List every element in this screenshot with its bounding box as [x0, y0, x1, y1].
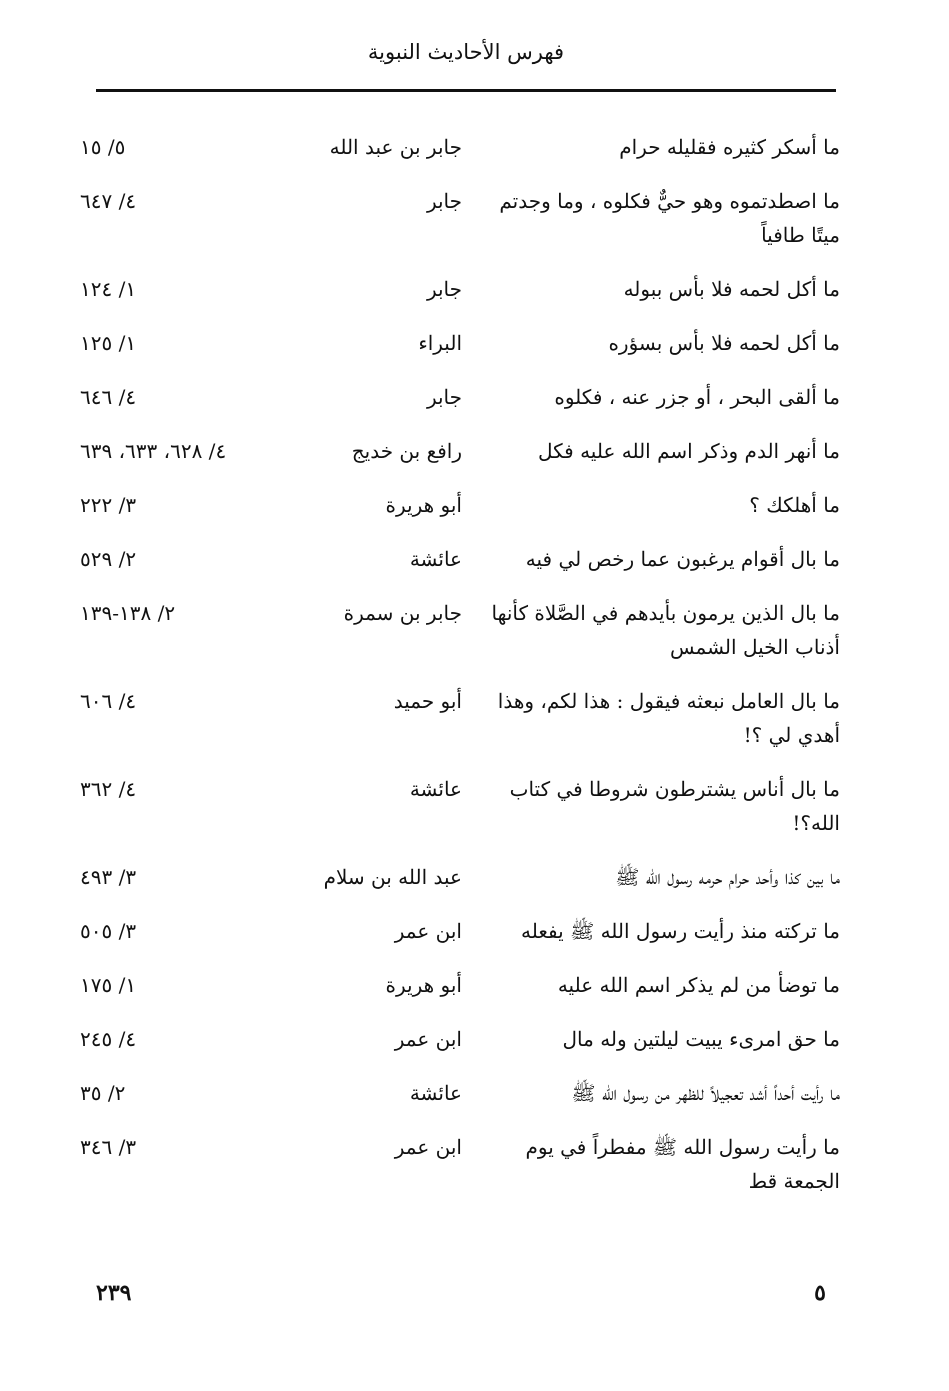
- narrator-name: البراء: [418, 331, 462, 355]
- hadith-text: ما اصطدتموه وهو حيٌّ فكلوه ، وما وجدتم ميتًا طافياً: [499, 189, 840, 247]
- volume-page-reference: [80, 860, 250, 894]
- reference-value: ٢/ ١٣٨-١٣٩: [80, 601, 176, 625]
- index-row: [80, 968, 840, 1002]
- volume-page-reference: [80, 968, 250, 1002]
- reference-value: ٤/ ٣٦٢: [80, 777, 137, 801]
- volume-page-reference: [80, 1022, 250, 1056]
- volume-page-reference: [80, 684, 250, 718]
- narrator-name: ابن عمر: [394, 1027, 462, 1051]
- reference-value: ٤/ ٦٤٦: [80, 385, 137, 409]
- narrator-name: جابر: [426, 385, 462, 409]
- narrator-name: عائشة: [409, 547, 462, 571]
- hadith-text: ما بال الذين يرمون بأيدهم في الصَّلاة كأنها أذناب الخيل الشمس: [491, 601, 840, 659]
- volume-page-reference: [80, 914, 250, 948]
- reference-value: ٤/ ٦٢٨، ٦٣٣، ٦٣٩: [80, 439, 227, 463]
- narrator-name: أبو هريرة: [385, 973, 462, 997]
- index-row: [80, 542, 840, 576]
- index-row: [80, 130, 840, 164]
- page-footer: [96, 1280, 836, 1320]
- index-row: [80, 272, 840, 306]
- hadith-text: ما أكل لحمه فلا بأس ببوله: [623, 277, 840, 301]
- reference-value: ٣/ ٢٢٢: [80, 493, 137, 517]
- index-row: [80, 684, 840, 752]
- index-row: [80, 1130, 840, 1198]
- reference-value: ٣/ ٥٠٥: [80, 919, 137, 943]
- narrator-name: أبو هريرة: [385, 493, 462, 517]
- index-row: [80, 860, 840, 894]
- header-divider: [96, 89, 836, 92]
- reference-value: ٣/ ٤٩٣: [80, 865, 137, 889]
- volume-page-reference: [80, 272, 250, 306]
- page-number: ٢٣٩: [96, 1280, 132, 1306]
- signature-mark: ٥: [814, 1280, 826, 1306]
- hadith-text: ما أهلكك ؟: [749, 493, 840, 517]
- hadith-text: ما رأيت أحداً أشد تعجيلاً للظهر من رسول الله ﷺ: [571, 1081, 840, 1105]
- index-row: [80, 1076, 840, 1110]
- reference-value: ٤/ ٦٤٧: [80, 189, 137, 213]
- narrator-name: جابر بن عبد الله: [329, 135, 462, 159]
- narrator-name: ابن عمر: [394, 1135, 462, 1159]
- hadith-text: ما أكل لحمه فلا بأس بسؤره: [608, 331, 840, 355]
- hadith-text: ما بال أقوام يرغبون عما رخص لي فيه: [525, 547, 840, 571]
- index-row: [80, 380, 840, 414]
- narrator-name: عبد الله بن سلام: [323, 865, 462, 889]
- reference-value: ١/ ١٧٥: [80, 973, 137, 997]
- hadith-text: ما ألقى البحر ، أو جزر عنه ، فكلوه: [554, 385, 840, 409]
- hadith-text: ما حق امرىء يبيت ليلتين وله مال: [562, 1027, 840, 1051]
- hadith-text: ما رأيت رسول الله ﷺ مفطراً في يوم الجمعة قط: [525, 1135, 840, 1193]
- hadith-text: ما بال أناس يشترطون شروطا في كتاب الله؟!: [509, 777, 840, 835]
- narrator-name: جابر بن سمرة: [343, 601, 462, 625]
- index-row: [80, 772, 840, 840]
- reference-value: ١/ ١٢٥: [80, 331, 137, 355]
- hadith-text: ما توضأ من لم يذكر اسم الله عليه: [557, 973, 840, 997]
- hadith-text: ما بين كذا وأحد حرام حرمه رسول الله ﷺ: [615, 865, 840, 889]
- narrator-name: جابر: [426, 277, 462, 301]
- index-row: [80, 488, 840, 522]
- narrator-name: ابن عمر: [394, 919, 462, 943]
- reference-value: ٢/ ٥٢٩: [80, 547, 137, 571]
- reference-value: ٥/ ١٥: [80, 135, 126, 159]
- hadith-index-list: [80, 130, 840, 1218]
- volume-page-reference: [80, 488, 250, 522]
- narrator-name: عائشة: [409, 777, 462, 801]
- hadith-text: ما أسكر كثيره فقليله حرام: [619, 135, 840, 159]
- volume-page-reference: [80, 1130, 250, 1164]
- volume-page-reference: [80, 596, 250, 630]
- page-header-title: فهرس الأحاديث النبوية: [367, 40, 565, 64]
- index-row: [80, 596, 840, 664]
- index-row: [80, 326, 840, 360]
- reference-value: ١/ ١٢٤: [80, 277, 137, 301]
- narrator-name: عائشة: [409, 1081, 462, 1105]
- reference-value: ٣/ ٣٤٦: [80, 1135, 137, 1159]
- index-row: [80, 1022, 840, 1056]
- narrator-name: أبو حميد: [393, 689, 462, 713]
- hadith-text: ما أنهر الدم وذكر اسم الله عليه فكل: [537, 439, 840, 463]
- volume-page-reference: [80, 184, 250, 218]
- volume-page-reference: [80, 326, 250, 360]
- index-row: [80, 434, 840, 468]
- volume-page-reference: [80, 380, 250, 414]
- volume-page-reference: [80, 772, 250, 806]
- volume-page-reference: [80, 434, 250, 468]
- reference-value: ٤/ ٢٤٥: [80, 1027, 137, 1051]
- reference-value: ٢/ ٣٥: [80, 1081, 126, 1105]
- narrator-name: رافع بن خديج: [351, 439, 462, 463]
- reference-value: ٤/ ٦٠٦: [80, 689, 137, 713]
- volume-page-reference: [80, 1076, 250, 1110]
- volume-page-reference: [80, 542, 250, 576]
- hadith-text: ما بال العامل نبعثه فيقول : هذا لكم، وهذا أهدي لي ؟!: [497, 689, 840, 747]
- volume-page-reference: [80, 130, 250, 164]
- hadith-text: ما تركته منذ رأيت رسول الله ﷺ يفعله: [521, 919, 840, 943]
- narrator-name: جابر: [426, 189, 462, 213]
- index-row: [80, 184, 840, 252]
- index-row: [80, 914, 840, 948]
